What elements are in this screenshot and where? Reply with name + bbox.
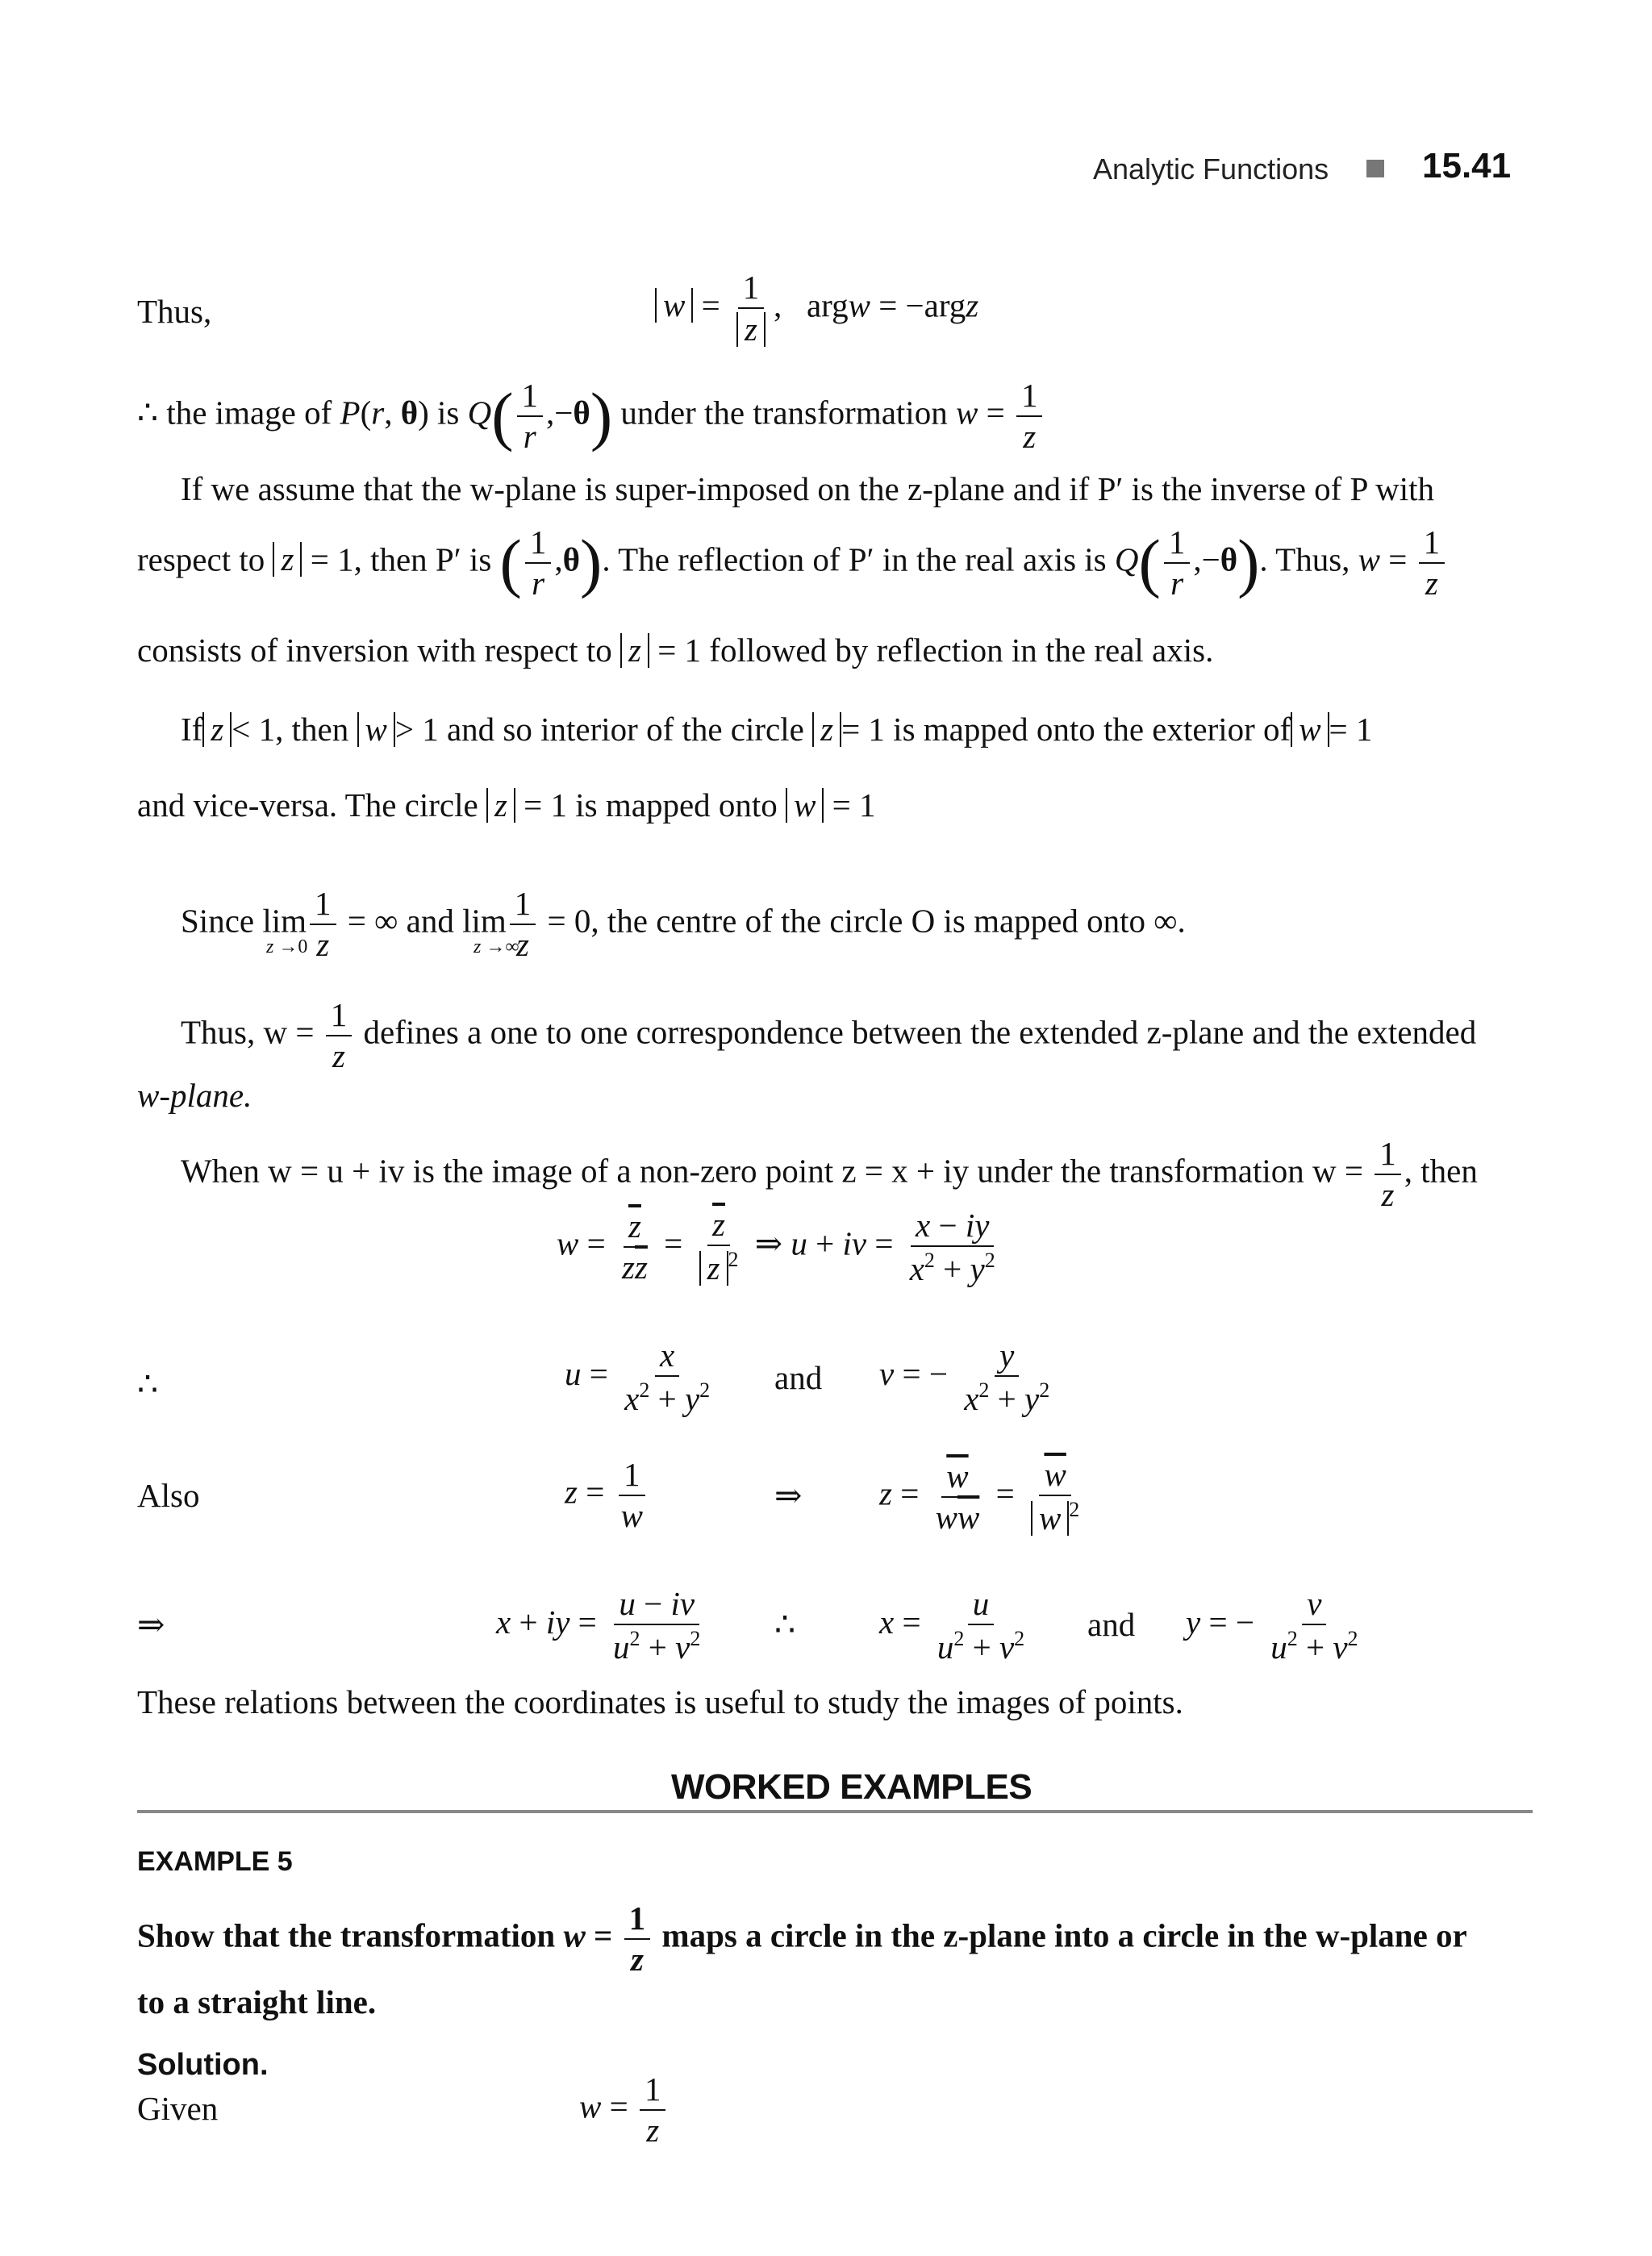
thus-label: Thus,: [137, 293, 212, 330]
limit-line: Since lim $\frac{1}{z}$ = ∞ and lim $\frac{1}{z}$ = 0, the centre of the circle O is mapped onto ∞.: [181, 885, 1186, 963]
paragraph-interior-line1: If z < 1, then w > 1 and so interior of the circle z = 1 is mapped onto the exterior of w = 1: [181, 711, 1373, 748]
running-header-chapter: Analytic Functions: [1093, 152, 1329, 186]
equation-y: y = − $\frac{v}{u^2 + v^2}$: [1186, 1585, 1358, 1666]
equation-w-conjugate: w = $\frac{\overline{z}}{z\overline{z}}$ = $\frac{\overline{z}}{z ^2}$ ⇒ u + iv = $\frac{x - iy}{x^2 + y^2}$: [557, 1206, 995, 1287]
correspondence-line: Thus, w = $\frac{1}{z}$ defines a one to one correspondence between the extended z-plane and the extended: [181, 996, 1477, 1074]
limit-sub-infinity: z →∞: [473, 936, 519, 957]
also-label: Also: [137, 1477, 200, 1514]
implies-symbol-2: ⇒: [137, 1606, 165, 1643]
relations-sentence: These relations between the coordinates is useful to study the images of points.: [137, 1683, 1183, 1720]
equation-v: v = − $\frac{y}{x^2 + y^2}$: [879, 1337, 1050, 1417]
example-statement-line2: to a straight line.: [137, 1983, 377, 2020]
equation-x-iy: x + iy = $\frac{u - iv}{u^2 + v^2}$: [496, 1585, 701, 1666]
given-label: Given: [137, 2090, 219, 2127]
section-title: WORKED EXAMPLES: [671, 1767, 1032, 1807]
image-of-p-line: ∴ the image of P(r, θ) is Q( $\frac{1}{r}$ ,−θ) under the transformation w = $\frac{1}{z}$: [137, 379, 1045, 453]
header-square-icon: [1366, 160, 1384, 177]
and-word: and: [774, 1359, 823, 1396]
example-statement-line1: Show that the transformation w = $\frac{1}{z}$ maps a circle in the z-plane into a circle in the w-plane or: [137, 1899, 1467, 1978]
paragraph-inverse-line1: If we assume that the w-plane is super-imposed on the z-plane and if P′ is the inverse of P with: [181, 470, 1434, 507]
therefore-symbol-2: ∴: [774, 1606, 796, 1643]
solution-label: Solution.: [137, 2048, 269, 2082]
equation-given: w = $\frac{1}{z}$: [579, 2073, 669, 2147]
paragraph-interior-line2: and vice-versa. The circle z = 1 is mapped onto w = 1: [137, 786, 876, 824]
wplane-line: w-plane.: [137, 1077, 252, 1114]
when-line: When w = u + iv is the image of a non-zero point z = x + iy under the transformation w = $\frac{1}{z}$ , then: [181, 1135, 1478, 1213]
equation-modulus-arg: w = $\frac{1}{z}$ , argw = −argz: [655, 271, 978, 347]
therefore-symbol: ∴: [137, 1366, 159, 1403]
paragraph-inverse-line2: respect to z = 1, then P′ is ( $\frac{1}{r}$ ,θ). The reflection of P′ in the real axis is Q( $\frac{1}{r}$ ,−θ). Thus, w = $\frac{1}{z}$: [137, 526, 1448, 600]
equation-x: x = $\frac{u}{u^2 + v^2}$: [879, 1585, 1025, 1666]
section-divider: [137, 1810, 1533, 1813]
implies-symbol: ⇒: [774, 1477, 803, 1514]
example-label: EXAMPLE 5: [137, 1846, 293, 1877]
page-number: 15.41: [1422, 146, 1512, 186]
equation-z-conjugate: z = $\frac{\overline{w}}{w\overline{w}}$ = $\frac{\overline{w}}{w ^2}$: [879, 1456, 1080, 1537]
equation-u: u = $\frac{x}{x^2 + y^2}$: [565, 1337, 711, 1417]
equation-z-inverse: z = $\frac{1}{w}$: [565, 1458, 651, 1532]
limit-sub-zero: z →0: [266, 936, 308, 957]
paragraph-inverse-line3: consists of inversion with respect to z = 1 followed by reflection in the real axis.: [137, 632, 1214, 669]
and-word-2: and: [1087, 1606, 1136, 1643]
